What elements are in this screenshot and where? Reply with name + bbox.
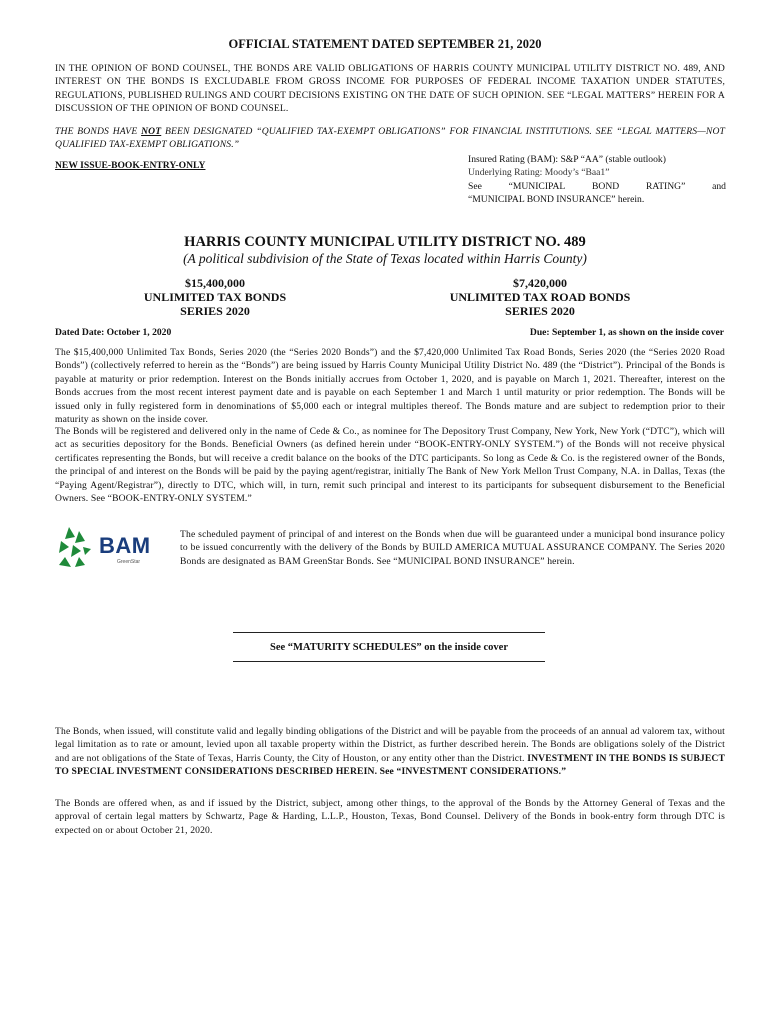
designation-text-after: BEEN DESIGNATED “QUALIFIED TAX-EXEMPT OBLIGATIONS” FOR FINANCIAL INSTITUTIONS. SEE “LEGAL MATTERS—NOT QUALIFIED TAX-EXEMPT OBLIGATIONS.” xyxy=(55,126,726,151)
issuer-subtitle: (A political subdivision of the State of Texas located within Harris County) xyxy=(183,251,587,266)
dated-date: Dated Date: October 1, 2020 xyxy=(55,327,172,338)
book-entry-paragraph: The Bonds will be registered and delivered only in the name of Cede & Co., as nominee for The Depository Trust Company, New York, New York (“DTC”), which will act as securities depository for the Bonds. Beneficial Owners (as defined herein under “BOOK-ENTRY-ONLY SYSTEM.”) of the Bonds will not receive physical certificates representing the Bonds, but will receive a credit balance on the books of the DTC participants. So long as Cede & Co. is the registered owner of the Bonds, the principal of and interest on the Bonds will be paid by the paying agent/registrar, initially The Bank of New York Mellon Trust Company, N.A. in Dallas, Texas (the “Paying Agent/Registrar”), directly to DTC, which will, in turn, remit such principal and interest to its participants for subsequent disbursement to the Beneficial Owners. See “BOOK-ENTRY-ONLY SYSTEM.” xyxy=(55,426,725,505)
bam-tagline: GreenStar xyxy=(117,559,141,565)
obligations-text: The Bonds, when issued, will constitute valid and legally binding obligations of the District and will be payable from the proceeds of an annual ad valorem tax, without legal limitation as to rate or amount, levied upon all taxable property within the District, as further described herein. The Bonds are obligations solely of the District and are not obligations of the State of Texas, Harris County, the City of Houston, or any entity other than the District. xyxy=(55,726,725,764)
obligations-paragraph xyxy=(55,725,725,779)
rating-reference-end: “MUNICIPAL BOND INSURANCE” herein. xyxy=(468,193,645,205)
rating-ref-word: RATING” xyxy=(645,180,686,192)
maturity-schedules-note: See “MATURITY SCHEDULES” on the inside cover xyxy=(233,632,545,662)
series-left-series: SERIES 2020 xyxy=(180,304,250,318)
series-right-name: UNLIMITED TAX ROAD BONDS xyxy=(449,290,631,304)
new-issue-label: NEW ISSUE-BOOK-ENTRY-ONLY xyxy=(55,160,206,171)
series-right-amount: $7,420,000 xyxy=(513,276,567,290)
series-left-name: UNLIMITED TAX BONDS xyxy=(143,290,287,304)
designation-emphasis: NOT xyxy=(141,126,162,137)
greenstar-icon xyxy=(59,527,91,567)
document-title: OFFICIAL STATEMENT DATED SEPTEMBER 21, 2020 xyxy=(228,37,542,51)
series-left-amount: $15,400,000 xyxy=(185,276,245,290)
series-right-series: SERIES 2020 xyxy=(505,304,575,318)
rating-ref-word: See xyxy=(468,180,482,192)
bam-wordmark: BAM xyxy=(99,533,151,558)
due-date: Due: September 1, as shown on the inside cover xyxy=(529,327,724,338)
investment-considerations-warning: INVESTMENT IN THE BONDS IS SUBJECT TO SPECIAL INVESTMENT CONSIDERATIONS DESCRIBED HEREIN. See “INVESTMENT CONSIDERATIONS.” xyxy=(55,752,725,778)
insured-rating: Insured Rating (BAM): S&P “AA” (stable outlook) xyxy=(468,154,666,165)
underlying-rating: Underlying Rating: Moody’s “Baa1” xyxy=(468,167,610,179)
rating-ref-word: “MUNICIPAL xyxy=(508,180,566,192)
rating-box xyxy=(468,153,726,206)
bonds-description-paragraph: The $15,400,000 Unlimited Tax Bonds, Series 2020 (the “Series 2020 Bonds”) and the $7,420,000 Unlimited Tax Road Bonds, Series 2020 (the “Series 2020 Road Bonds”) (collectively referred to herein as the “Bonds”) are being issued by Harris County Municipal Utility District No. 489 (the “District”). Principal of the Bonds is payable at maturity or prior redemption. Interest on the Bonds initially accrues from October 1, 2020, and is payable on March 1, 2021. Thereafter, interest on the Bonds accrues from the most recent interest payment date and is payable on each September 1 and March 1 until maturity or prior redemption. The Bonds will be issued only in fully registered form in denominations of $5,000 each or integral multiples thereof. The Bonds mature and are subject to redemption prior to their maturity as shown on the inside cover. xyxy=(55,347,725,426)
designation-text-before: THE BONDS HAVE xyxy=(55,126,142,137)
offering-paragraph: The Bonds are offered when, as and if issued by the District, subject, among other things, to the approval of the Bonds by the Attorney General of Texas and the approval of certain legal matters by Schwartz, Page & Harding, L.L.P., Houston, Texas, Bond Counsel. Delivery of the Bonds in book-entry form through DTC is expected on or about October 21, 2020. xyxy=(55,798,725,836)
series-2020-road-bonds-heading xyxy=(430,276,650,318)
tax-exempt-designation-notice xyxy=(55,125,725,152)
bam-logo xyxy=(55,523,170,573)
bond-insurance-paragraph: The scheduled payment of principal of and interest on the Bonds when due will be guaranteed under a municipal bond insurance policy to be issued concurrently with the delivery of the Bonds by BUILD AMERICA MUTUAL ASSURANCE COMPANY. The Series 2020 Bonds are designated as BAM GreenStar Bonds. See “MUNICIPAL BOND INSURANCE” herein. xyxy=(180,529,725,567)
rating-reference-line xyxy=(468,180,726,193)
series-2020-bonds-heading xyxy=(100,276,330,318)
rating-ref-word: and xyxy=(712,180,726,192)
issuer-name: HARRIS COUNTY MUNICIPAL UTILITY DISTRICT NO. 489 xyxy=(184,234,586,250)
bond-counsel-opinion: IN THE OPINION OF BOND COUNSEL, THE BONDS ARE VALID OBLIGATIONS OF HARRIS COUNTY MUNICIPAL UTILITY DISTRICT NO. 489, AND INTEREST ON THE BONDS IS EXCLUDABLE FROM GROSS INCOME FOR PURPOSES OF FEDERAL INCOME TAXATION UNDER STATUTES, REGULATIONS, PUBLISHED RULINGS AND COURT DECISIONS EXISTING ON THE DATE OF SUCH OPINION. SEE “LEGAL MATTERS” HEREIN FOR A DISCUSSION OF THE OPINION OF BOND COUNSEL. xyxy=(55,63,725,115)
rating-ref-word: BOND xyxy=(592,180,620,192)
